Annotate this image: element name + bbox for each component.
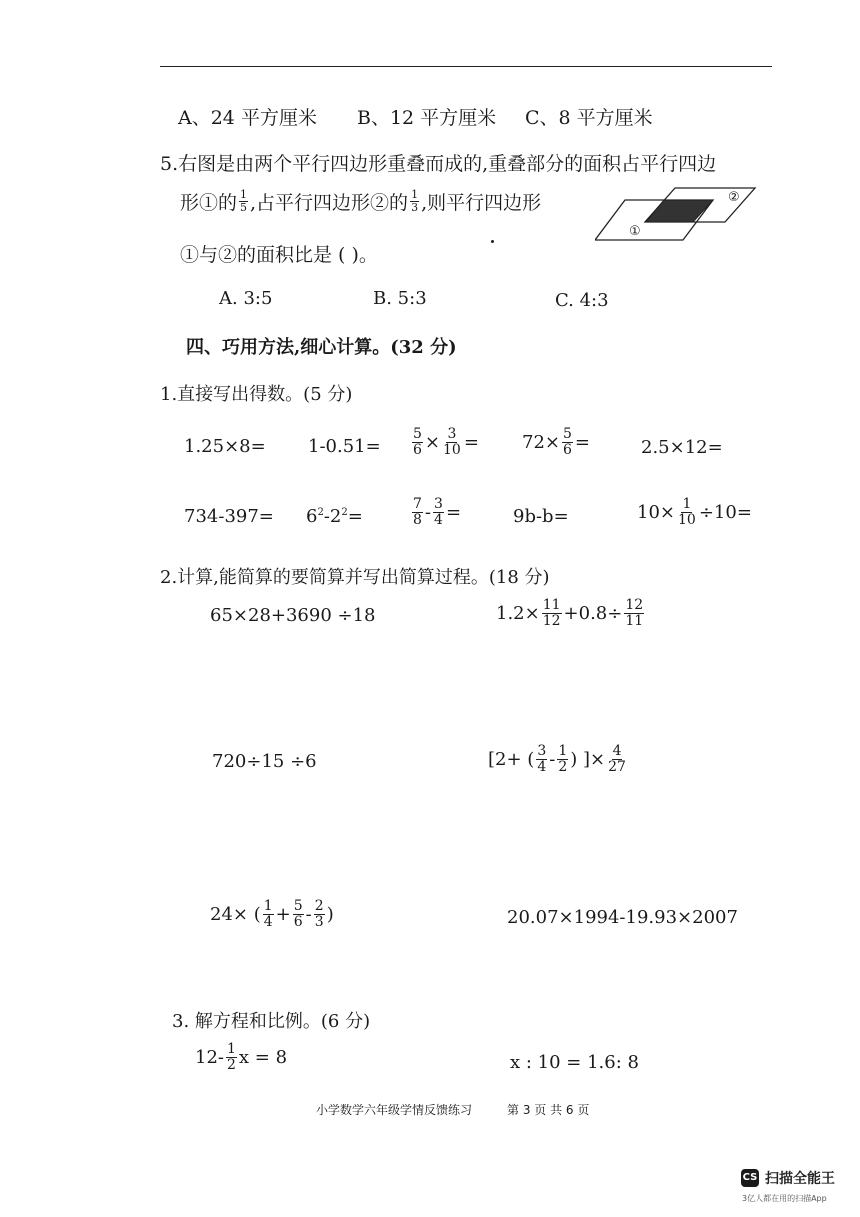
equals: = bbox=[463, 431, 479, 453]
q5-line1: 5.右图是由两个平行四边形重叠而成的,重叠部分的面积占平行四边 bbox=[160, 153, 717, 175]
top-rule bbox=[160, 66, 772, 67]
problem-5 bbox=[210, 899, 334, 929]
equation-2: x : 10 = 1.6: 8 bbox=[510, 1052, 639, 1073]
calc-1-4 bbox=[522, 427, 590, 457]
operator: - bbox=[305, 903, 312, 925]
q5-line2-a: 形①的 bbox=[180, 192, 238, 214]
problem-6: 20.07×1994-19.93×2007 bbox=[507, 907, 738, 928]
expr-suffix: ) bbox=[326, 903, 334, 925]
calc-2-5 bbox=[637, 497, 752, 527]
fraction: $\frac{2}{3}$ bbox=[314, 898, 324, 930]
q4-option-b: B、12 平方厘米 bbox=[357, 107, 497, 129]
operator: - bbox=[424, 501, 432, 523]
scanner-logo-icon: CS bbox=[741, 1169, 759, 1187]
expr-prefix: 24× ( bbox=[210, 903, 261, 925]
fraction: $\frac{5}{6}$ bbox=[293, 898, 303, 930]
part2-title: 2.计算,能简算的要简算并写出简算过程。(18 分) bbox=[160, 567, 550, 588]
scanner-tagline: 3亿人都在用的扫描App bbox=[742, 1194, 827, 1203]
scanner-name: 扫描全能王 bbox=[765, 1171, 835, 1187]
scan-dot bbox=[491, 240, 494, 243]
fraction: $\frac{11}{12}$ bbox=[542, 597, 561, 629]
equation-1 bbox=[195, 1042, 287, 1072]
figure-label-1: ① bbox=[629, 224, 641, 239]
expr-suffix: x = 8 bbox=[238, 1046, 288, 1068]
expr-middle: +0.8÷ bbox=[563, 602, 623, 624]
fraction: $\frac{5}{6}$ bbox=[413, 426, 422, 458]
section4-title: 四、巧用方法,细心计算。(32 分) bbox=[186, 337, 457, 358]
problem-4 bbox=[488, 744, 629, 774]
expr-suffix: ÷10= bbox=[698, 501, 752, 523]
expr-prefix: 1.2× bbox=[496, 602, 540, 624]
fraction: $\frac{5}{6}$ bbox=[563, 426, 572, 458]
fraction: $\frac{1}{4}$ bbox=[263, 898, 273, 930]
fraction: $\frac{1}{2}$ bbox=[227, 1041, 236, 1073]
figure-label-2: ② bbox=[728, 190, 740, 205]
q5-option-b: B. 5:3 bbox=[373, 288, 427, 309]
expr-prefix: 10× bbox=[637, 501, 675, 523]
calc-1-3 bbox=[410, 427, 479, 457]
q5-line2-b: ,占平行四边形②的 bbox=[250, 192, 409, 214]
q5-fraction-1: $\frac{1}{5}$ bbox=[240, 188, 248, 214]
operator: × bbox=[424, 431, 441, 453]
fraction: $\frac{1}{2}$ bbox=[558, 743, 568, 775]
fraction: $\frac{4}{27}$ bbox=[608, 743, 626, 775]
calc-2-1: 734-397= bbox=[184, 506, 274, 527]
operator: - bbox=[549, 748, 556, 770]
fraction: $\frac{3}{10}$ bbox=[443, 426, 461, 458]
fraction: $\frac{1}{10}$ bbox=[678, 496, 696, 528]
fraction: $\frac{3}{4}$ bbox=[434, 496, 443, 528]
part3-title: 3. 解方程和比例。(6 分) bbox=[172, 1011, 371, 1032]
calc-2-4: 9b-b= bbox=[513, 506, 569, 527]
part1-title: 1.直接写出得数。(5 分) bbox=[160, 384, 353, 405]
footer-title: 小学数学六年级学情反馈练习 bbox=[316, 1103, 473, 1117]
fraction: $\frac{12}{11}$ bbox=[625, 597, 644, 629]
calc-1-1: 1.25×8= bbox=[184, 436, 266, 457]
parallelogram-figure bbox=[595, 180, 775, 245]
expr-prefix: 12- bbox=[195, 1046, 224, 1068]
q5-fraction-2: $\frac{1}{3}$ bbox=[411, 188, 419, 214]
overlap-region bbox=[646, 200, 713, 222]
expr-prefix: 72× bbox=[522, 431, 560, 453]
expr-prefix: [2+ ( bbox=[488, 748, 535, 770]
calc-1-2: 1-0.51= bbox=[308, 436, 381, 457]
q4-option-c: C、8 平方厘米 bbox=[525, 107, 653, 129]
q5-line2-c: ,则平行四边形 bbox=[421, 192, 542, 214]
calc-2-2: $6^2-2^2=$ bbox=[306, 506, 363, 527]
q5-option-c: C. 4:3 bbox=[555, 290, 609, 311]
calc-2-3 bbox=[410, 497, 461, 527]
fraction: $\frac{7}{8}$ bbox=[413, 496, 422, 528]
problem-3: 720÷15 ÷6 bbox=[212, 751, 317, 772]
operator: + bbox=[275, 903, 291, 925]
q5-line2 bbox=[180, 188, 541, 215]
q4-option-a: A、24 平方厘米 bbox=[178, 107, 317, 129]
fraction: $\frac{3}{4}$ bbox=[537, 743, 547, 775]
equals: = bbox=[574, 431, 591, 453]
expr-middle: ) ]× bbox=[570, 748, 606, 770]
footer-page: 第 3 页 共 6 页 bbox=[507, 1103, 590, 1117]
problem-1: 65×28+3690 ÷18 bbox=[210, 605, 376, 626]
q5-line3: ①与②的面积比是 ( )。 bbox=[180, 244, 378, 266]
q5-option-a: A. 3:5 bbox=[219, 288, 273, 309]
problem-2 bbox=[496, 598, 646, 628]
equals: = bbox=[445, 501, 462, 523]
calc-1-5: 2.5×12= bbox=[641, 437, 723, 458]
